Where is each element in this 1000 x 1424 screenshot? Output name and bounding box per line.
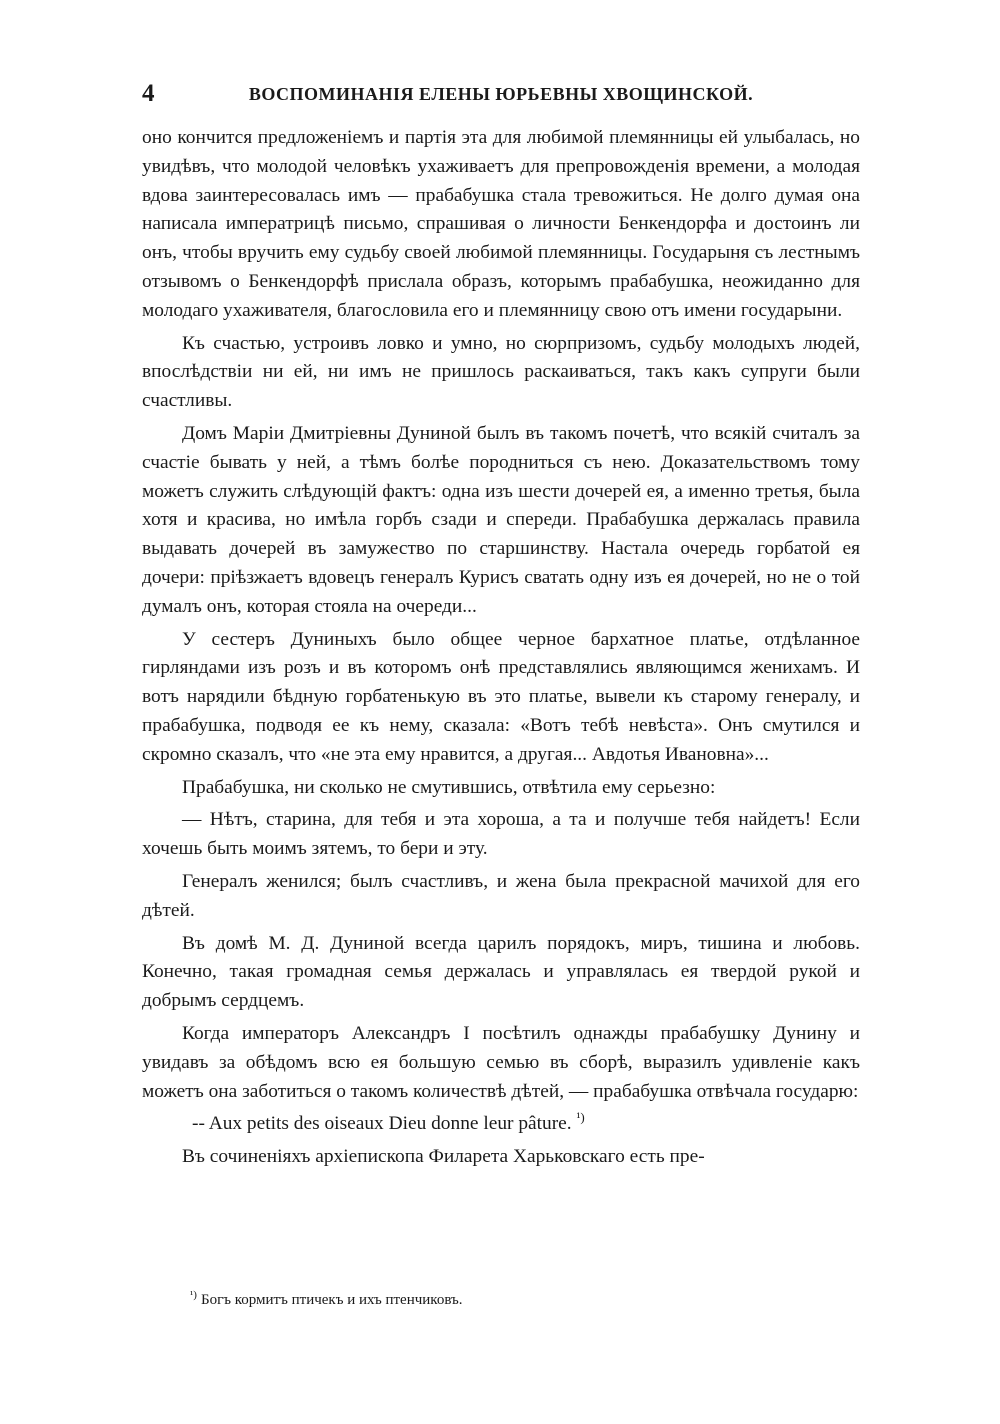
paragraph: Къ счастью, устроивъ ловко и умно, но сюрпризомъ, судьбу молодыхъ людей, впослѣдствіи ни ей, ни имъ не пришлось раскаиваться, такъ какъ супруги были счастливы. <box>142 332 860 412</box>
paragraph: Когда императоръ Александръ I посѣтилъ однажды прабабушку Дунину и увидавъ за обѣдомъ всю ея большую семью въ сборѣ, выразилъ удивленіе какъ можетъ она заботиться о такомъ количествѣ дѣтей, — прабабушка отвѣчала государю: <box>142 1022 860 1102</box>
paragraph-last: Въ сочиненіяхъ архіепископа Филарета Харьковскаго есть пре- <box>182 1146 705 1168</box>
footnote-text: Богъ кормитъ птичекъ и ихъ птенчиковъ. <box>200 1292 463 1308</box>
page-header <box>142 80 860 114</box>
dialogue-line: — Нѣтъ, старина, для тебя и эта хороша, а та и получше тебя найдетъ! Если хочешь быть моимъ зятемъ, то бери и эту. <box>142 809 860 860</box>
paragraph: У сестеръ Дуниныхъ было общее черное бархатное платье, отдѣланное гирляндами изъ розъ и въ которомъ онѣ представлялись являющимся женихамъ. И вотъ нарядили бѣдную горбатенькую въ это платье, вывели къ старому генералу, и прабабушка, подводя ее къ нему, сказала: «Вотъ тебѣ невѣста». Онъ смутился и скромно сказалъ, что «не эта ему нравится, а другая... Авдотья Ивановна»... <box>142 628 860 765</box>
footnote <box>142 1290 860 1310</box>
paragraph: Въ домѣ М. Д. Дуниной всегда царилъ порядокъ, миръ, тишина и любовь. Конечно, такая громадная семья держалась и управлялась ея твердой рукой и добрымъ сердцемъ. <box>142 932 860 1012</box>
footnote-mark: ¹) <box>190 1289 197 1301</box>
paragraph: Прабабушка, ни сколько не смутившись, отвѣтила ему серьезно: <box>182 776 716 798</box>
footnote-reference: ¹) <box>576 1109 585 1125</box>
french-quote-line <box>142 1110 860 1139</box>
page-number: 4 <box>142 80 155 107</box>
body-text <box>142 124 860 1176</box>
french-quote: -- Aux petits des oiseaux Dieu donne leur pâture. <box>192 1113 572 1135</box>
paragraph: Домъ Маріи Дмитріевны Дуниной былъ въ такомъ почетѣ, что всякій считалъ за счастіе бывать у ней, а тѣмъ болѣе породниться съ нею. Доказательствомъ тому можетъ служить слѣдующій фактъ: одна изъ шести дочерей ея, а именно третья, была хотя и красива, но имѣла горбъ сзади и спереди. Прабабушка держалась правила выдавать дочерей въ замужество по старшинству. Настала очередь горбатой ея дочери: пріѣзжаетъ вдовецъ генералъ Курисъ сватать одну изъ ея дочерей, но не о той думалъ онъ, которая стояла на очереди... <box>142 422 860 617</box>
paragraph-continued: оно кончится предложеніемъ и партія эта для любимой племянницы ей улыбалась, но увидѣвъ, что молодой человѣкъ ухаживаетъ для препровожденія времени, а молодая вдова заинтересовалась имъ — прабабушка стала тревожиться. Не долго думая она написала императрицѣ письмо, спрашивая о личности Бенкендорфа и достоинъ ли онъ, чтобы вручить ему судьбу своей любимой племянницы. Государыня съ лестнымъ отзывомъ о Бенкендорфѣ прислала образъ, которымъ прабабушка, неожиданно для молодаго ухаживателя, благословила его и племянницу свою отъ имени государыни. <box>142 127 860 321</box>
paragraph: Генералъ женился; былъ счастливъ, и жена была прекрасной мачихой для его дѣтей. <box>142 870 860 921</box>
running-title: ВОСПОМИНАНІЯ ЕЛЕНЫ ЮРЬЕВНЫ ХВОЩИНСКОЙ. <box>248 84 754 104</box>
